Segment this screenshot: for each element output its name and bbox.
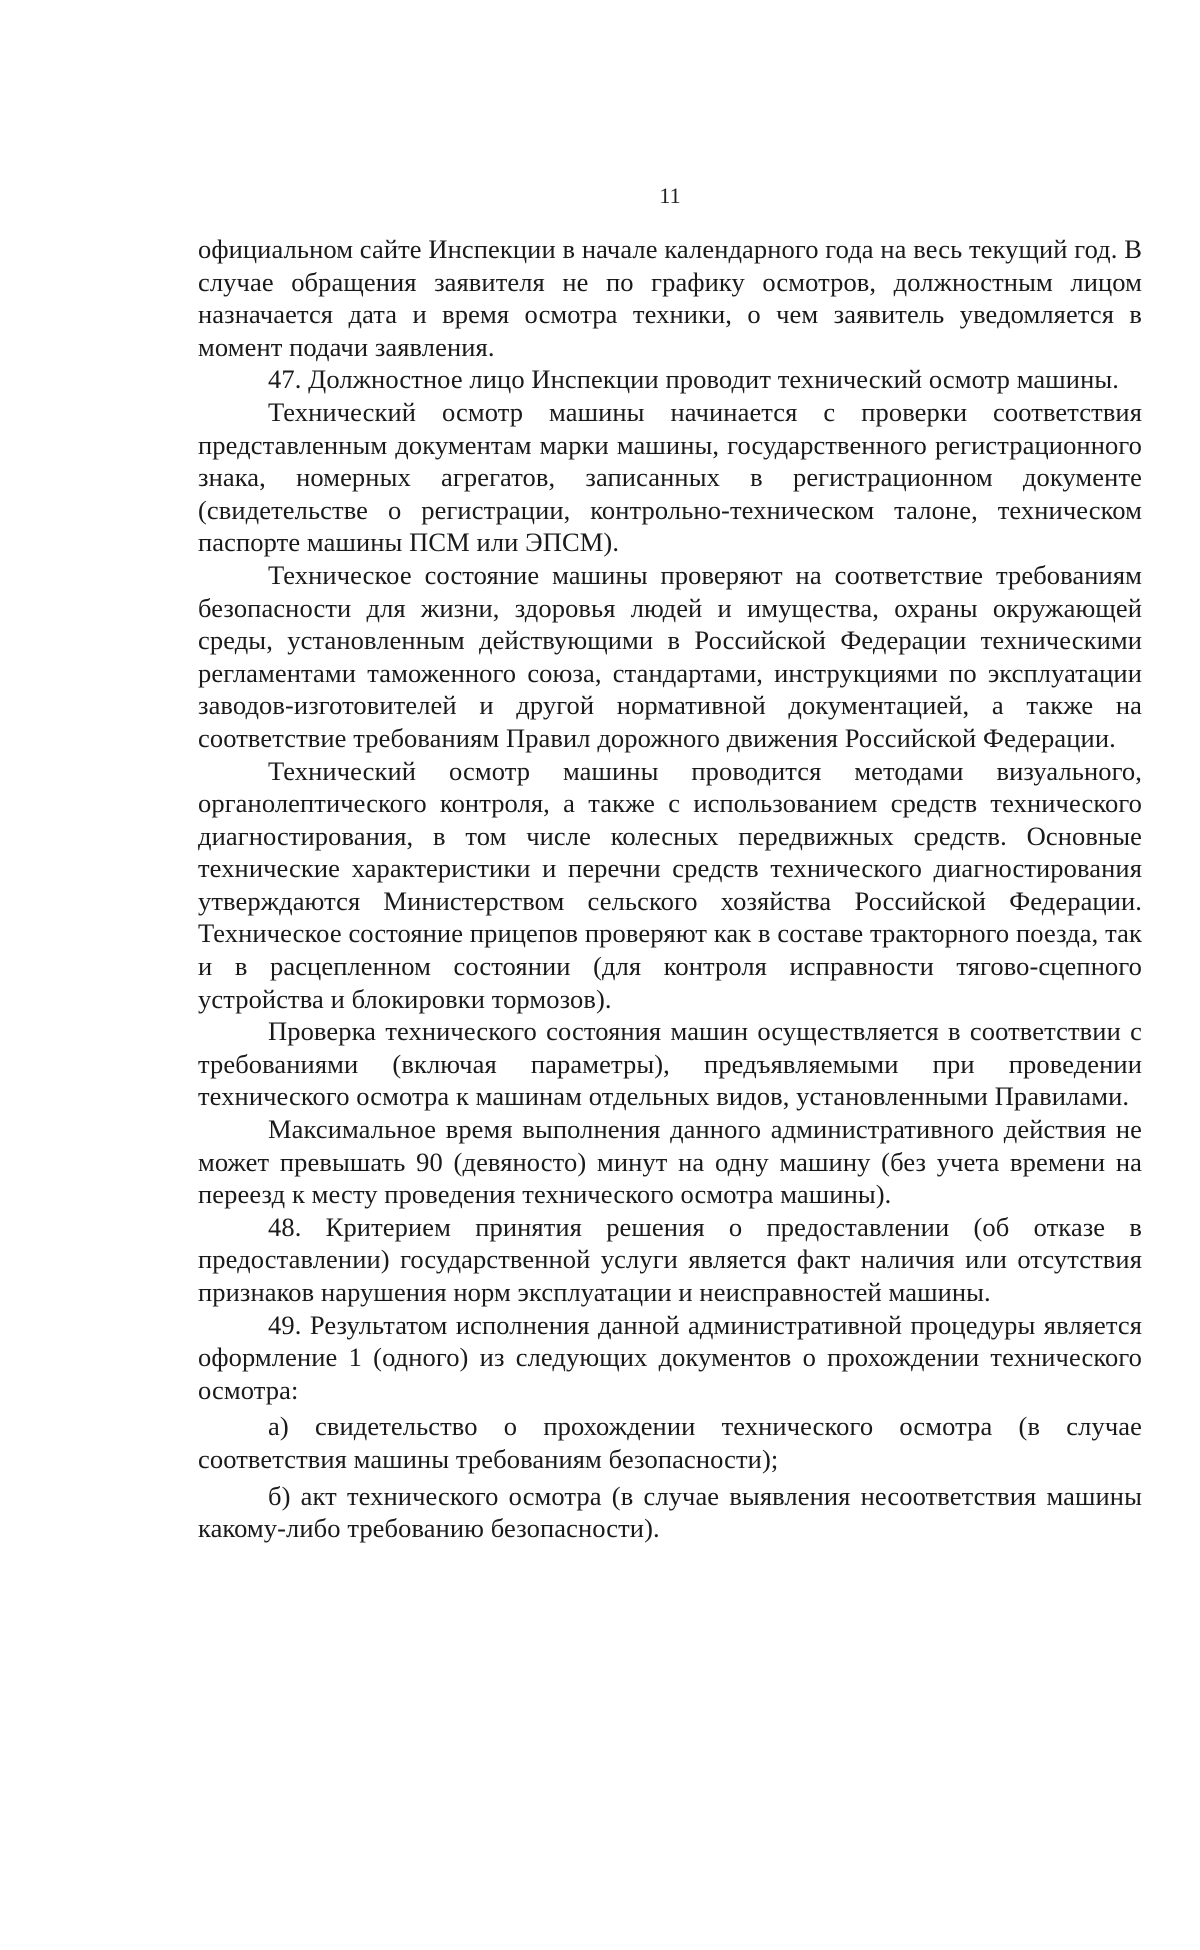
paragraph-49: 49. Результатом исполнения данной административной процедуры является оформление 1 (одного) из следующих документов о прохождении технического осмотра:: [198, 1309, 1142, 1405]
paragraph-technical-condition: Техническое состояние машины проверяют на соответствие требованиям безопасности для жизни, здоровья людей и имущества, охраны окружающей среды, установленным действующими в Российской Федерации техническими регламентами таможенного союза, стандартами, инструкциями по эксплуатации заводов-изготовителей и другой нормативной документацией, а также на соответствие требованиям Правил дорожного движения Российской Федерации.: [198, 559, 1142, 753]
page-number: 11: [659, 183, 681, 208]
paragraph-inspection-methods: Технический осмотр машины проводится методами визуального, органолептического контроля, а также с использованием средств технического диагностирования, в том числе колесных передвижных средств. Основные технические характеристики и перечни средств технического диагностирования утверждаются Министерством сельского хозяйства Российской Федерации. Техническое состояние прицепов проверяют как в составе тракторного поезда, так и в расцепленном состоянии (для контроля исправности тягово-сцепного устройства и блокировки тормозов).: [198, 755, 1142, 1014]
paragraph-continuation: официальном сайте Инспекции в начале календарного года на весь текущий год. В случае обращения заявителя не по графику осмотров, должностным лицом назначается дата и время осмотра техники, о чем заявитель уведомляется в момент подачи заявления.: [198, 234, 1142, 362]
paragraph-47: 47. Должностное лицо Инспекции проводит технический осмотр машины.: [268, 364, 1119, 395]
list-item-b: б) акт технического осмотра (в случае выявления несоответствия машины какому-либо требованию безопасности).: [198, 1480, 1142, 1544]
list-item-a: а) свидетельство о прохождении технического осмотра (в случае соответствия машины требованиям безопасности);: [198, 1411, 1142, 1474]
paragraph-inspection-start: Технический осмотр машины начинается с проверки соответствия представленным документам марки машины, государственного регистрационного знака, номерных агрегатов, записанных в регистрационном документе (свидетельстве о регистрации, контрольно-техническом талоне, техническом паспорте машины ПСМ или ЭПСМ).: [198, 396, 1142, 558]
paragraph-condition-check: Проверка технического состояния машин осуществляется в соответствии с требованиями (включая параметры), предъявляемыми при проведении технического осмотра к машинам отдельных видов, установленными Правилами.: [198, 1016, 1142, 1112]
document-body: [198, 233, 1142, 1545]
paragraph-max-time: Максимальное время выполнения данного административного действия не может превышать 90 (девяносто) минут на одну машину (без учета времени на переезд к месту проведения технического осмотра машины).: [198, 1114, 1142, 1210]
paragraph-48: 48. Критерием принятия решения о предоставлении (об отказе в предоставлении) государственной услуги является факт наличия или отсутствия признаков нарушения норм эксплуатации и неисправностей машины.: [198, 1211, 1142, 1307]
